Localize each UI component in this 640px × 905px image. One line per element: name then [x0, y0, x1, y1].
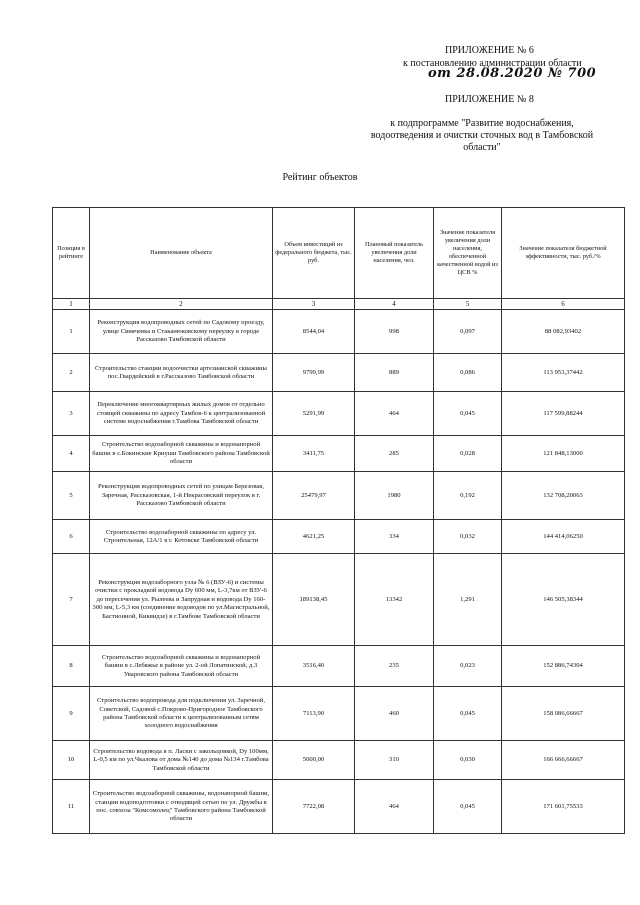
- cell-pos: 2: [53, 354, 90, 392]
- column-number: 6: [502, 299, 625, 310]
- cell-share: 1,291: [434, 554, 502, 646]
- resolution-reference: к постановлению администрации области: [403, 58, 582, 69]
- table-row: [53, 520, 625, 554]
- column-header: Значение показателя увеличения доли населения, обеспеченной качественной водой из ЦСВ %: [434, 208, 502, 299]
- cell-plan: 889: [355, 354, 434, 392]
- cell-plan: 285: [355, 436, 434, 472]
- cell-name: Строительство станции водоочистки артезианской скважины пос.Гвардейский в г.Рассказово Тамбовской области: [90, 354, 273, 392]
- table-row: [53, 392, 625, 436]
- cell-share: 0,032: [434, 520, 502, 554]
- table-row: [53, 310, 625, 354]
- cell-plan: 235: [355, 646, 434, 687]
- cell-pos: 8: [53, 646, 90, 687]
- cell-name: Строительство водозаборной скважины и водонапорной башни в с.Бокинские Криуши Тамбовского района Тамбовской области: [90, 436, 273, 472]
- cell-plan: 1980: [355, 472, 434, 520]
- cell-plan: 13342: [355, 554, 434, 646]
- cell-invest: 7722,08: [273, 780, 355, 834]
- cell-eff: 132 708,20063: [502, 472, 625, 520]
- cell-name: Строительство водопровода для подключения ул. Заречной, Советской, Садовой с.Покрово-Пригородное Тамбовского района Тамбовской области к централизованным сетям холодного водоснабжения: [90, 687, 273, 741]
- cell-name: Строительство водозаборной скважины по адресу ул. Строительная, 12А/1 в г. Котовске Тамбовской области: [90, 520, 273, 554]
- column-number: 2: [90, 299, 273, 310]
- cell-eff: 171 601,75533: [502, 780, 625, 834]
- cell-invest: 3516,40: [273, 646, 355, 687]
- cell-invest: 3411,75: [273, 436, 355, 472]
- column-number: 3: [273, 299, 355, 310]
- table-row: [53, 741, 625, 780]
- cell-plan: 460: [355, 687, 434, 741]
- cell-share: 0,030: [434, 741, 502, 780]
- cell-pos: 10: [53, 741, 90, 780]
- table-row: [53, 780, 625, 834]
- cell-name: Реконструкция водопроводных сетей по улицам Березовая, Заречная, Рассказовская, 1-й Некрасовский переулок в г. Рассказово Тамбовской области: [90, 472, 273, 520]
- cell-eff: 146 505,38344: [502, 554, 625, 646]
- cell-invest: 5000,00: [273, 741, 355, 780]
- cell-invest: 5291,99: [273, 392, 355, 436]
- cell-name: Строительство водозаборной скважины, водонапорной башни, станции водоподготовки с отводящей сетью по ул. Дружбы в пос. совхоза "Комсомолец" Тамбовского района Тамбовской области: [90, 780, 273, 834]
- cell-eff: 117 599,88244: [502, 392, 625, 436]
- cell-eff: 88 082,93402: [502, 310, 625, 354]
- cell-share: 0,045: [434, 780, 502, 834]
- table-row: [53, 687, 625, 741]
- column-header: Объем инвестиций из федерального бюджета, тыс. руб.: [273, 208, 355, 299]
- cell-pos: 4: [53, 436, 90, 472]
- column-number: 1: [53, 299, 90, 310]
- appendix-6-label: ПРИЛОЖЕНИЕ № 6: [445, 45, 534, 56]
- cell-name: Реконструкция водозаборного узла № 6 (ВЗУ-6) и системы очистки с прокладкой водовода Dy 600 мм, L-3,7км от ВЗУ-6 до пересечения ул. Рылеева и Запрудная и водовода Dy 160-300 мм, L-5,3 км (соединение водоводов по ул.Магистральной, Бастионной, Киквидзе) в г.Тамбове Тамбовской области: [90, 554, 273, 646]
- column-number: 4: [355, 299, 434, 310]
- column-number: 5: [434, 299, 502, 310]
- cell-name: Переключение многоквартирных жилых домов от отдельно стоящей скважины по адресу Тамбов-6 к централизованной системе водоснабжения г.Тамбова Тамбовской области: [90, 392, 273, 436]
- column-header: Позиция в рейтинге: [53, 208, 90, 299]
- cell-name: Реконструкция водопроводных сетей по Садовому проезду, улице Свиячевка и Стаканюковскому переулку в городе Рассказово Тамбовской области: [90, 310, 273, 354]
- ranking-table: [52, 207, 625, 834]
- cell-eff: 152 886,74304: [502, 646, 625, 687]
- appendix-8-label: ПРИЛОЖЕНИЕ № 8: [445, 94, 534, 105]
- cell-share: 0,045: [434, 687, 502, 741]
- cell-invest: 189138,45: [273, 554, 355, 646]
- cell-pos: 6: [53, 520, 90, 554]
- table-row: [53, 354, 625, 392]
- table-row: [53, 436, 625, 472]
- cell-plan: 464: [355, 392, 434, 436]
- cell-share: 0,023: [434, 646, 502, 687]
- cell-invest: 9799,99: [273, 354, 355, 392]
- cell-eff: 166 666,66667: [502, 741, 625, 780]
- cell-name: Строительство водовода в п. Ласки с закольцовкой, Dy 100мм, L-0,5 км по ул.Чкалова от дома №140 до дома №134 г.Тамбова Тамбовской области: [90, 741, 273, 780]
- table-header-row: [53, 208, 625, 299]
- cell-eff: 121 848,13000: [502, 436, 625, 472]
- subprogram-reference: к подпрограмме "Развитие водоснабжения, водоотведения и очистки сточных вод в Тамбовской области": [370, 118, 594, 153]
- cell-eff: 144 414,06250: [502, 520, 625, 554]
- cell-share: 0,192: [434, 472, 502, 520]
- cell-pos: 11: [53, 780, 90, 834]
- cell-plan: 310: [355, 741, 434, 780]
- cell-plan: 334: [355, 520, 434, 554]
- cell-share: 0,097: [434, 310, 502, 354]
- cell-plan: 998: [355, 310, 434, 354]
- column-header: Плановый показатель увеличения доли населения, чел.: [355, 208, 434, 299]
- handwritten-date-number: от 28.08.2020 № 700: [428, 66, 597, 81]
- cell-share: 0,045: [434, 392, 502, 436]
- cell-pos: 1: [53, 310, 90, 354]
- cell-plan: 464: [355, 780, 434, 834]
- table-row: [53, 554, 625, 646]
- table-row: [53, 472, 625, 520]
- cell-eff: 158 086,66667: [502, 687, 625, 741]
- cell-pos: 9: [53, 687, 90, 741]
- cell-share: 0,028: [434, 436, 502, 472]
- column-number-row: [53, 299, 625, 310]
- cell-pos: 3: [53, 392, 90, 436]
- cell-invest: 4621,25: [273, 520, 355, 554]
- cell-invest: 7113,90: [273, 687, 355, 741]
- cell-eff: 113 953,37442: [502, 354, 625, 392]
- column-header: Значение показателя бюджетной эффективности, тыс. руб./%: [502, 208, 625, 299]
- cell-pos: 7: [53, 554, 90, 646]
- page-title: Рейтинг объектов: [282, 172, 358, 183]
- cell-invest: 25479,97: [273, 472, 355, 520]
- cell-invest: 8544,04: [273, 310, 355, 354]
- cell-name: Строительство водозаборной скважины и водонапорной башни в с.Лебяжье в районе ул. 2-ой Лопатинской, д.3 Уваровского района Тамбовской области: [90, 646, 273, 687]
- cell-share: 0,086: [434, 354, 502, 392]
- column-header: Наименование объекта: [90, 208, 273, 299]
- cell-pos: 5: [53, 472, 90, 520]
- table-row: [53, 646, 625, 687]
